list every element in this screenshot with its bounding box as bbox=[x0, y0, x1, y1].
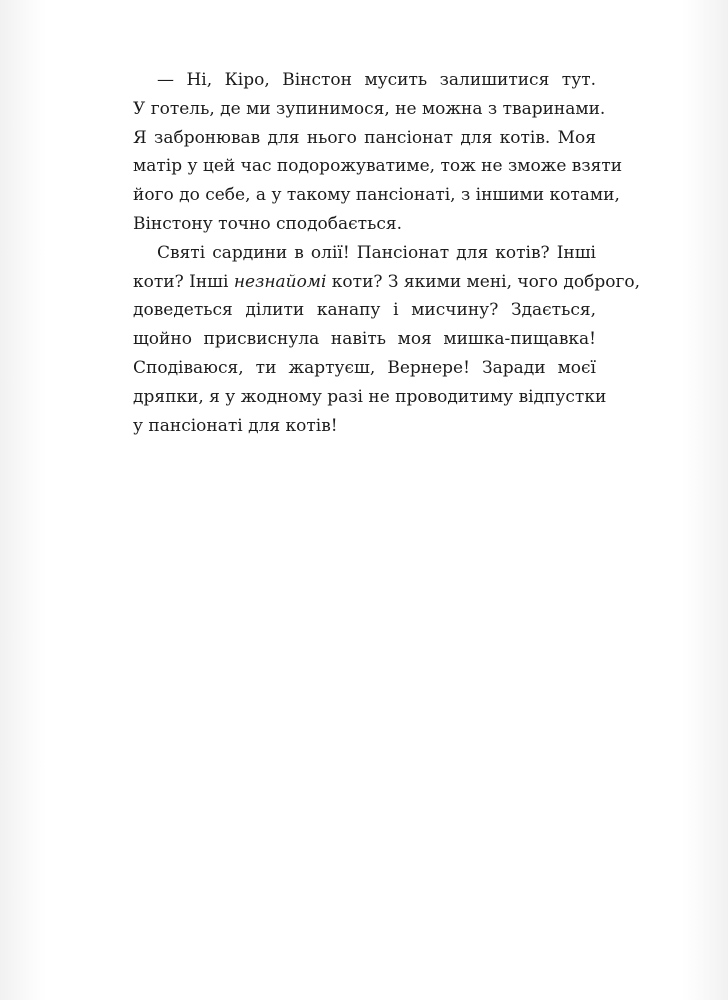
text-line: Сподіваюся, ти жартуєш, Вернере! Заради моєї bbox=[133, 357, 596, 378]
text-segment: коти? Інші bbox=[133, 271, 234, 292]
text-line: Вінстону точно сподобається. bbox=[133, 213, 402, 234]
paragraph-1 bbox=[133, 66, 623, 239]
text-line: матір у цей час подорожуватиме, тож не зможе взяти bbox=[133, 156, 623, 177]
text-line: — Ні, Кіро, Вінстон мусить залишитися тут. bbox=[157, 70, 596, 90]
page-gutter-shadow-left bbox=[0, 0, 46, 1000]
page-gutter-shadow-right bbox=[682, 0, 728, 1000]
text-line: дряпки, я у жодному разі не проводитиму відпустки bbox=[133, 386, 607, 407]
text-line-with-italic bbox=[133, 268, 641, 297]
text-line: Я забронював для нього пансіонат для котів. Моя bbox=[133, 127, 596, 148]
paragraph-2 bbox=[133, 239, 641, 441]
body-text bbox=[133, 66, 641, 440]
text-line: доведеться ділити канапу і мисчину? Здається, bbox=[133, 300, 596, 321]
text-line: У готель, де ми зупинимося, не можна з тваринами. bbox=[133, 98, 606, 119]
text-segment: коти? З якими мені, чого доброго, bbox=[326, 271, 641, 292]
italic-emphasis: незнайомі bbox=[233, 271, 327, 292]
text-line: Святі сардини в олії! Пансіонат для котів? Інші bbox=[157, 242, 596, 263]
text-line: його до себе, а у такому пансіонаті, з іншими котами, bbox=[133, 185, 620, 206]
text-line: у пансіонаті для котів! bbox=[133, 415, 338, 436]
text-line: щойно присвиснула навіть моя мишка-пищавка! bbox=[133, 329, 596, 350]
